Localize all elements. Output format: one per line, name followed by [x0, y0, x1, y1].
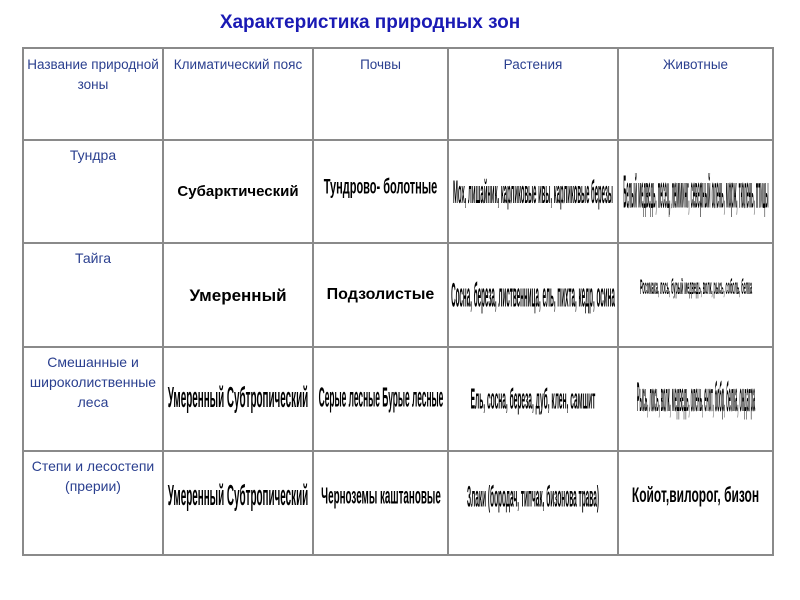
header-soil: Почвы [313, 48, 448, 140]
animals-cell [618, 243, 773, 347]
zone-name-cell: Степи и лесостепи (прерии) [23, 451, 163, 555]
header-plants: Растения [448, 48, 618, 140]
climate-cell [163, 451, 313, 555]
climate-text: Умеренный [189, 286, 287, 305]
animals-text: Росомаха, лось, бурый медведь, волк, рысь, соболь, белка [639, 275, 752, 299]
climate-cell [163, 347, 313, 451]
table-header-row [23, 48, 773, 140]
climate-cell [163, 140, 313, 243]
plants-cell [448, 140, 618, 243]
plants-cell [448, 243, 618, 347]
zone-name-cell: Тундра [23, 140, 163, 243]
page-title: Характеристика природных зон [219, 12, 521, 33]
animals-cell [618, 347, 773, 451]
climate-text: Умеренный Субтропический [167, 383, 309, 415]
soil-text: Подзолистые [326, 286, 435, 303]
animals-cell [618, 140, 773, 243]
zones-table [22, 47, 774, 556]
table-row [23, 140, 773, 243]
soil-text: Тундрово- болотные [323, 176, 438, 199]
animals-text: Белый медведь, песец, лемминг, северный олень, морж, тюлень, птицы [622, 165, 769, 218]
plants-cell [448, 451, 618, 555]
plants-text: Ель, сосна, береза, дуб, клен, самшит [470, 383, 596, 415]
soil-cell [313, 347, 448, 451]
soil-text: Черноземы каштановые [320, 484, 441, 510]
zone-name-cell: Тайга [23, 243, 163, 347]
table-row [23, 347, 773, 451]
soil-cell [313, 451, 448, 555]
soil-cell [313, 243, 448, 347]
zone-name-cell: Смешанные и широколиственные леса [23, 347, 163, 451]
plants-text: Сосна, береза, лиственница, ель, пихта, кедр, осина [451, 276, 615, 314]
animals-text: Рысь, лось, волк, медведь, олень, енот, бобр, белка, ондатра [636, 374, 755, 420]
plants-text: Злаки (бородач, типчак, бизонова трава) [467, 482, 599, 516]
animals-text: Койот,вилорог, бизон [631, 482, 760, 508]
soil-text: Серые лесные Бурые лесные [318, 384, 443, 414]
soil-cell [313, 140, 448, 243]
table-row [23, 243, 773, 347]
plants-text: Мох, лишайник, карликовые ивы, карликовые березы [453, 173, 613, 210]
header-climate: Климатический пояс [163, 48, 313, 140]
plants-cell [448, 347, 618, 451]
climate-text: Субарктический [177, 183, 299, 200]
climate-text: Умеренный Субтропический [167, 481, 309, 513]
header-animals: Животные [618, 48, 773, 140]
table-row [23, 451, 773, 555]
climate-cell [163, 243, 313, 347]
header-zone-name: Название природной зоны [23, 48, 163, 140]
animals-cell [618, 451, 773, 555]
